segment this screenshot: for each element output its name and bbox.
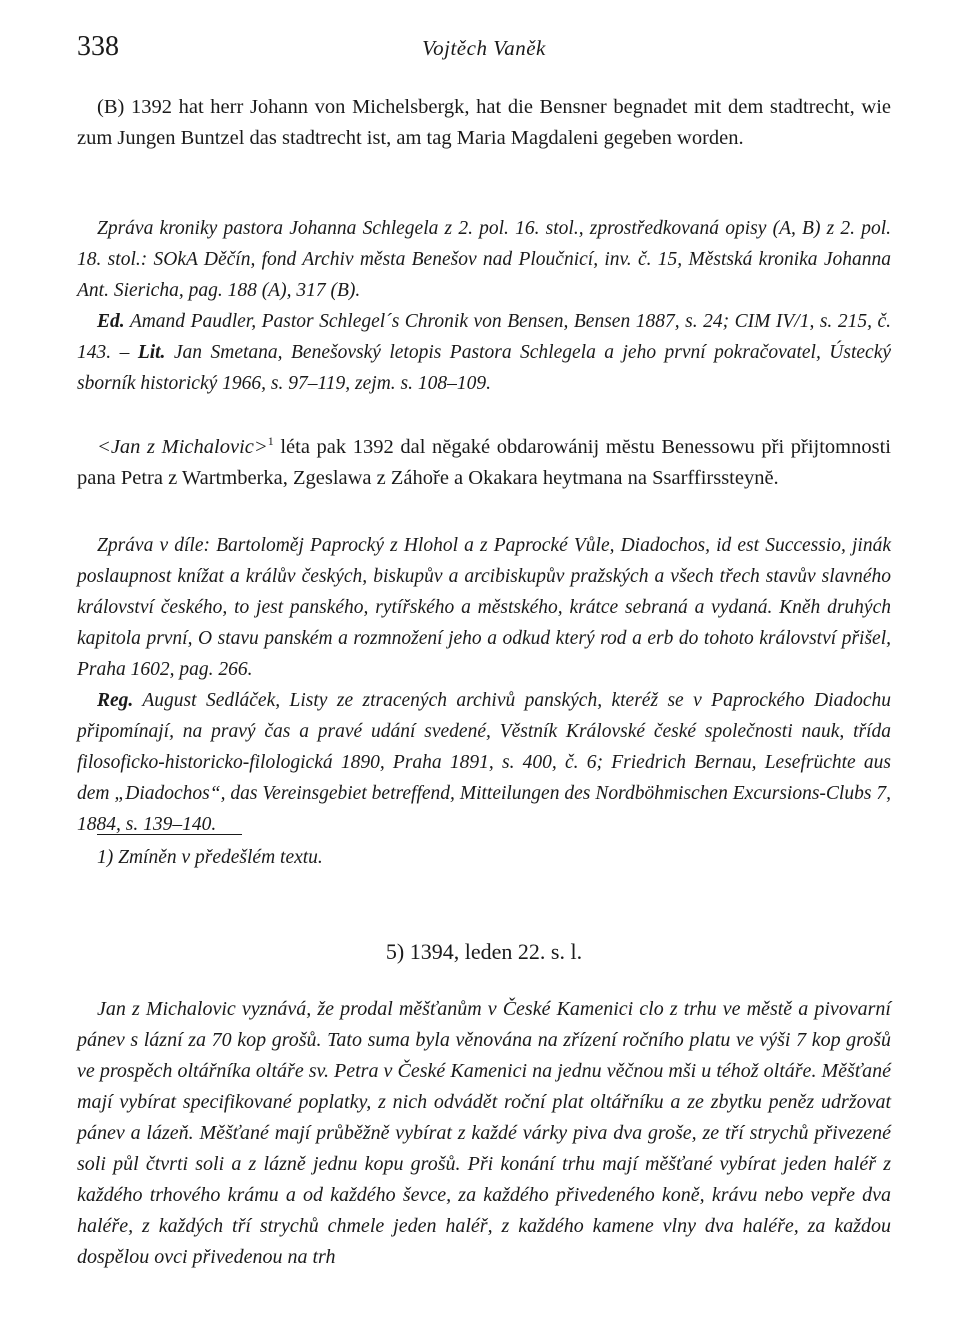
- abstract-text: Jan z Michalovic vyznává, že prodal měšťanům v České Kamenici clo z trhu ve městě a pivovarní pánev s lázní za 70 kop grošů. Tato suma byla věnována na zřízení ročního platu ve výši 7 kop grošů ve prospěch oltářníka oltáře sv. Petra v České Kamenici na jednu věčnou mši u téhož oltáře. Měšťané mají vybírat specifikované poplatky, z nich odvádět roční plat oltářníku a ze zbytku peněz udržovat pánev a lázeň. Měšťané mají průběžně vybírat z každé várky piva dva groše, ze tří strychů přivezené soli půl čtvrti soli a z lázně jednu kopu grošů. Při konání trhu mají měšťané vybírat jeden haléř z každého trhového krámu a od každého ševce, za každého přivedeného koně, krávu nebo vepře dva haléře, z každých tří strychů chmele jeden haléř, z každého kamene vlny dva haléře, za každou dospělou ovci přivedenou na trh: [77, 998, 891, 1268]
- paprocky-note: [77, 530, 891, 840]
- section-b-text: (B) 1392 hat herr Johann von Michelsbergk, hat die Bensner begnadet mit dem stadtrecht, wie zum Jungen Buntzel das stadtrecht ist, am tag Maria Magdaleni gegeben worden.: [77, 96, 891, 149]
- source-report: Zpráva kroniky pastora Johanna Schlegela z 2. pol. 16. stol., zprostředkovaná opisy (A, B) z 2. pol. 18. stol.: SOkA Děčín, fond Archiv města Benešov nad Ploučnicí, inv. č. 15, Městská kronika Johanna Ant. Siericha, pag. 188 (A), 317 (B).: [77, 218, 891, 301]
- edition-line: [77, 306, 891, 399]
- paprocky-report: Zpráva v díle: Bartoloměj Paprocký z Hlohol a z Paprocké Vůle, Diadochos, id est Successio, jinák poslaupnost knížat a králův českých, biskupův a arcibiskupův pražských a všech třech stavův slavného království českého, to jest panského, rytířského a městského, krátce sebraná a vydaná. Kněh druhých kapitola první, O stavu panském a rozmnožení jeho a odkud který rod a erb do tohoto království přišel, Praha 1602, pag. 266.: [77, 535, 891, 680]
- footnote-mark: 1: [267, 434, 274, 449]
- entry-text: léta pak 1392 dal nĕgaké obdarowánij mĕstu Benessowu při přijtomnosti pana Petra z Wartmberka, Zgeslawa z Záhoře a Okakara heytmana na Ssarffirssteynĕ.: [77, 436, 891, 489]
- edition-text: Amand Paudler, Pastor Schlegel´s Chronik von Bensen, Bensen 1887, s. 24; CIM IV/1, s. 215, č. 143. –: [77, 311, 891, 363]
- paprocky-entry: [77, 432, 891, 494]
- section-b-paragraph: [77, 92, 891, 154]
- page-number: 338: [77, 31, 119, 62]
- section-5-heading: 5) 1394, leden 22. s. l.: [385, 939, 583, 964]
- source-note: [77, 213, 891, 399]
- literature-abbr: Lit.: [137, 342, 166, 363]
- page-header: [77, 30, 891, 70]
- literature-text: Jan Smetana, Benešovský letopis Pastora Schlegela a jeho první pokračovatel, Ústecký sborník historický 1966, s. 97–119, zejm. s. 108–109.: [77, 342, 892, 394]
- regest-abbr: Reg.: [97, 690, 134, 711]
- regest-line: [77, 685, 891, 840]
- entry-name: <Jan z Michalovic>: [97, 436, 268, 458]
- regest-text: August Sedláček, Listy ze ztracených archivů panských, kteréž se v Paprockého Diadochu připomínají, na pravý čas a pravé udání svedené, Věstník Královské české společnosti nauk, třída filosoficko-historicko-filologická 1890, Praha 1891, s. 400, č. 6; Friedrich Bernau, Lesefrüchte aus dem „Diadochos“, das Vereinsgebiet betreffend, Mitteilungen des Nordböhmischen Excursions-Clubs 7, 1884, s. 139–140.: [77, 690, 891, 835]
- section-5-abstract: [77, 994, 891, 1273]
- edition-abbr: Ed.: [97, 311, 125, 332]
- footnote: [97, 842, 891, 873]
- footnote-text: 1) Zmíněn v předešlém textu.: [97, 847, 323, 868]
- running-head: Vojtěch Vaněk: [422, 36, 546, 60]
- footnote-divider: [97, 834, 242, 835]
